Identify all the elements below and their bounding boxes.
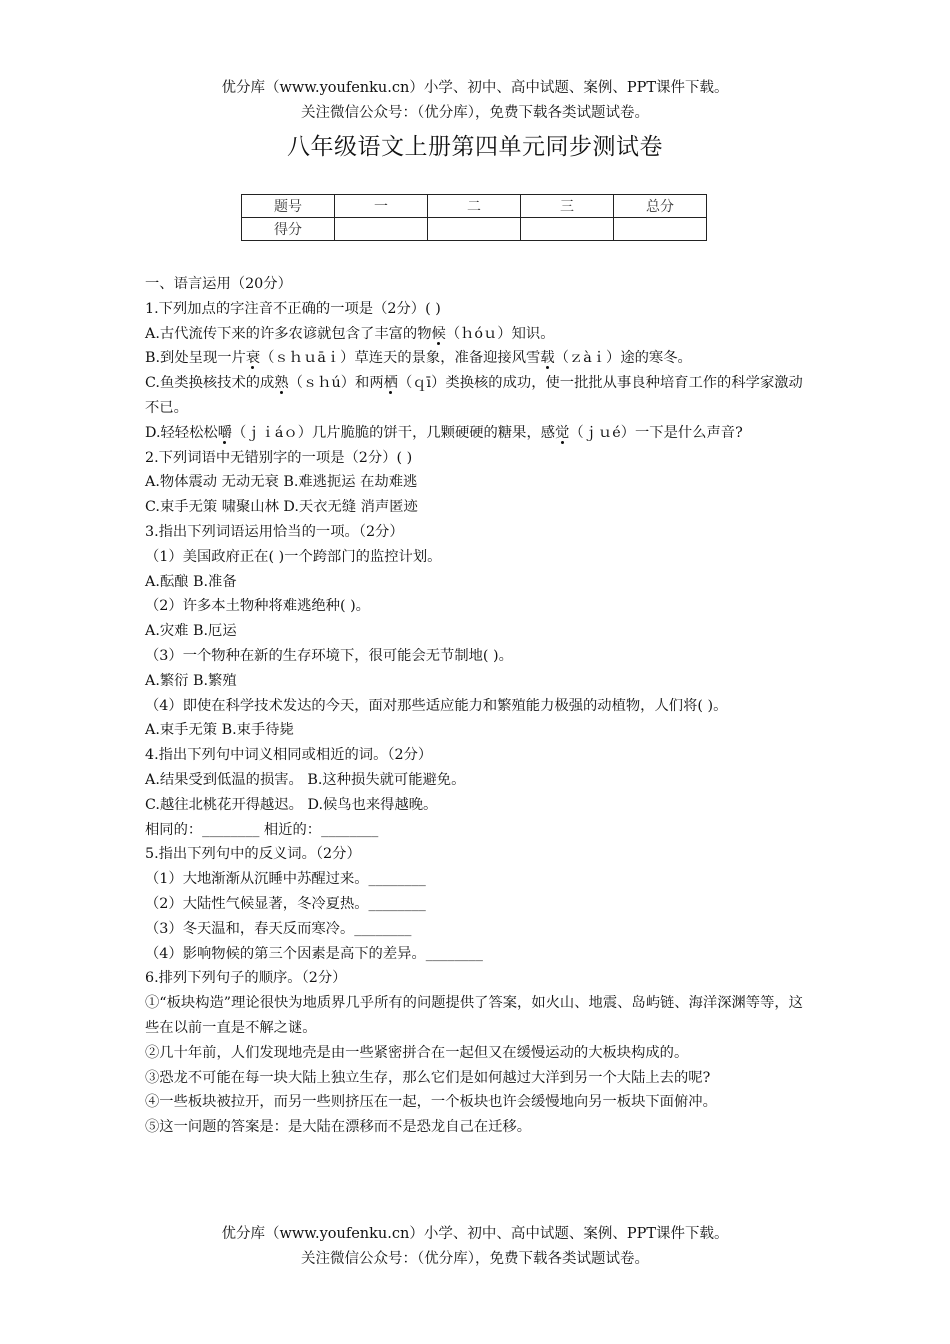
question-5: 5.指出下列句中的反义词。（2分）: [145, 846, 361, 863]
q4-options-ab: A.结果受到低温的损害。 B.这种损失就可能避免。: [145, 771, 466, 788]
score-cell: [428, 218, 521, 241]
q4-answer-blanks: 相同的：________ 相近的：________: [145, 821, 379, 838]
question-2: 2.下列词语中无错别字的一项是（2分）( ): [145, 449, 413, 466]
dotted-char: 栖: [383, 375, 398, 392]
q3-item-1: （1）美国政府正在( )一个跨部门的监控计划。: [145, 548, 442, 565]
q3-item-1-options: A.酝酿 B.准备: [145, 573, 237, 590]
page-title: 八年级语文上册第四单元同步测试卷: [287, 134, 663, 160]
q6-sentence-2: ②几十年前，人们发现地壳是由一些紧密拼合在一起但又在缓慢运动的大板块构成的。: [145, 1044, 689, 1061]
q5-item-2: （2）大陆性气候显著，冬冷夏热。________: [145, 895, 426, 912]
score-cell: 题号: [242, 195, 335, 218]
q3-item-3: （3）一个物种在新的生存环境下，很可能会无节制地( )。: [145, 647, 513, 664]
score-cell: 三: [521, 195, 614, 218]
question-4: 4.指出下列句中词义相同或相近的词。（2分）: [145, 747, 433, 764]
dotted-char: 熟: [274, 375, 289, 392]
footer-line-1: 优分库（www.youfenku.cn）小学、初中、高中试题、案例、PPT课件下载。: [221, 1226, 729, 1242]
header-line-1: 优分库（www.youfenku.cn）小学、初中、高中试题、案例、PPT课件下载。: [221, 80, 729, 96]
dotted-char: 觉: [555, 424, 570, 441]
dotted-char: 衰: [245, 350, 261, 367]
exam-body: [145, 272, 813, 1140]
score-cell: [335, 218, 428, 241]
question-6: 6.排列下列句子的顺序。（2分）: [145, 970, 347, 987]
q6-sentence-1: ①“板块构造”理论很快为地质界几乎所有的问题提供了答案，如火山、地震、岛屿链、海洋深渊等等，这些在以前一直是不解之谜。: [145, 995, 803, 1036]
score-cell: [614, 218, 707, 241]
q2-options-ab: A.物体震动 无动无衰 B.难逃扼运 在劫难逃: [145, 474, 418, 491]
q6-sentence-3: ③恐龙不可能在每一块大陆上独立生存，那么它们是如何越过大洋到另一个大陆上去的呢?: [145, 1069, 711, 1086]
q5-item-1: （1）大地渐渐从沉睡中苏醒过来。________: [145, 871, 426, 888]
score-cell: 得分: [242, 218, 335, 241]
dotted-char: 嚼: [217, 424, 232, 441]
q6-sentence-5: ⑤这一问题的答案是：是大陆在漂移而不是恐龙自己在迁移。: [145, 1119, 532, 1136]
score-table-header-row: [242, 195, 707, 218]
score-cell: 一: [335, 195, 428, 218]
q3-item-4: （4）即使在科学技术发达的今天，面对那些适应能力和繁殖能力极强的动植物，人们将( )。: [145, 697, 728, 714]
score-cell: 二: [428, 195, 521, 218]
header-line-2: 关注微信公众号：（优分库），免费下载各类试题试卷。: [301, 105, 649, 121]
q3-item-4-options: A.束手无策 B.束手待毙: [145, 722, 294, 739]
q4-options-cd: C.越往北桃花开得越迟。 D.候鸟也来得越晚。: [145, 796, 438, 813]
score-cell: [521, 218, 614, 241]
dotted-char: 候: [431, 325, 446, 342]
q1-option-b: B.到处呈现一片衰（ｓｈｕāｉ）草连天的景象，准备迎接风雪载（ｚàｉ）途的寒冬。: [145, 350, 692, 367]
q2-options-cd: C.束手无策 啸聚山林 D.天衣无缝 消声匿迹: [145, 499, 418, 516]
section-heading: 一、语言运用（20分）: [145, 276, 292, 292]
score-cell: 总分: [614, 195, 707, 218]
q1-option-d: D.轻轻松松嚼（ｊｉáｏ）几片脆脆的饼干，几颗硬硬的糖果，感觉（ｊｕé）一下是什么声音?: [145, 424, 743, 441]
q3-item-2-options: A.灾难 B.厄运: [145, 623, 237, 640]
q3-item-3-options: A.繁衍 B.繁殖: [145, 672, 237, 689]
q6-sentence-4: ④一些板块被拉开，而另一些则挤压在一起，一个板块也许会缓慢地向另一板块下面俯冲。: [145, 1094, 717, 1111]
question-3: 3.指出下列词语运用恰当的一项。（2分）: [145, 523, 404, 540]
q3-item-2: （2）许多本土物种将难逃绝种( )。: [145, 598, 370, 615]
question-1: 1.下列加点的字注音不正确的一项是（2分）( ): [145, 300, 441, 317]
q1-option-a: A.古代流传下来的许多农谚就包含了丰富的物候（ｈóｕ）知识。: [145, 325, 555, 342]
dotted-char: 载: [540, 350, 555, 367]
score-table-score-row: [242, 218, 707, 241]
footer-line-2: 关注微信公众号：（优分库），免费下载各类试题试卷。: [301, 1251, 649, 1267]
q5-item-4: （4）影响物候的第三个因素是高下的差异。________: [145, 945, 483, 962]
q5-item-3: （3）冬天温和，春天反而寒冷。________: [145, 920, 412, 937]
score-table: [241, 194, 707, 241]
q1-option-c: C.鱼类换核技术的成熟（ｓｈú）和两栖（ｑī）类换核的成功，使一批批从事良种培育工作的科学家激动不已。: [145, 375, 803, 416]
